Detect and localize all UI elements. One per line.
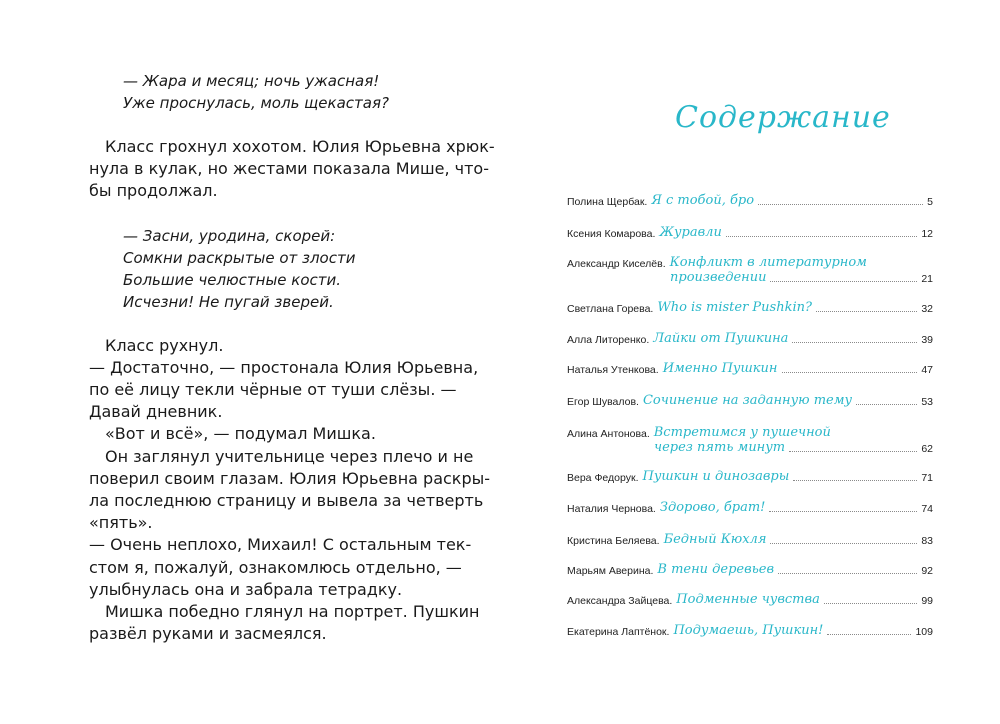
text-line: Класс грохнул хохотом. Юлия Юрьевна хрюк- — [105, 137, 495, 156]
toc-page-number: 32 — [921, 303, 933, 315]
toc-page-number: 83 — [921, 535, 933, 547]
toc-author: Кристина Беляева. — [567, 535, 660, 547]
toc-page-number: 12 — [921, 228, 933, 240]
toc-page-number: 92 — [921, 565, 933, 577]
toc-title-link[interactable]: Именно Пушкин — [662, 361, 778, 376]
toc-author: Екатерина Лаптёнок. — [567, 626, 670, 638]
toc-page-number: 71 — [921, 472, 933, 484]
toc-entry[interactable] — [567, 500, 933, 515]
text-line: Мишка победно глянул на портрет. Пушкин — [105, 602, 480, 622]
toc-dot-leader — [824, 603, 917, 604]
text-line: Давай дневник. — [89, 402, 223, 422]
toc-entry[interactable] — [567, 623, 933, 638]
text-line: — Очень неплохо, Михаил! С остальным тек- — [89, 535, 472, 555]
toc-author: Егор Шувалов. — [567, 396, 639, 408]
toc-page-number: 21 — [921, 273, 933, 285]
toc-title-link[interactable]: Я с тобой, бро — [651, 193, 755, 208]
toc-dot-leader — [816, 311, 917, 312]
verse-line: Сомкни раскрытые от злости — [123, 248, 356, 267]
toc-entry[interactable] — [567, 300, 933, 315]
toc-dot-leader — [758, 204, 923, 205]
toc-dot-leader — [827, 634, 911, 635]
toc-dot-leader — [770, 281, 917, 282]
toc-entry[interactable] — [567, 331, 933, 346]
toc-title-link-continued[interactable]: через пять минут — [654, 440, 786, 455]
toc-author: Наталья Утенкова. — [567, 364, 659, 376]
text-line: ла последнюю страницу и вывела за четверть — [89, 491, 484, 511]
toc-title-link-continued[interactable]: произведении — [670, 270, 767, 285]
toc-page-number: 109 — [915, 626, 933, 638]
toc-author: Алина Антонова. — [567, 428, 650, 440]
text-line: бы продолжал. — [89, 181, 218, 201]
toc-entry[interactable] — [567, 361, 933, 376]
toc-title-link[interactable]: В тени деревьев — [657, 562, 775, 577]
text-line: нула в кулак, но жестами показала Мише, что- — [89, 159, 489, 179]
toc-dot-leader — [792, 342, 917, 343]
toc-author: Александра Зайцева. — [567, 595, 673, 607]
text-line: стом я, пожалуй, ознакомлюсь отдельно, — — [89, 557, 462, 577]
toc-title-link[interactable]: Здорово, брат! — [659, 500, 766, 515]
toc-title-link[interactable]: Сочинение на заданную тему — [642, 393, 853, 408]
toc-dot-leader — [726, 236, 917, 237]
verse-line: Исчезни! Не пугай зверей. — [123, 292, 334, 311]
text-line: по её лицу текли чёрные от туши слёзы. — — [89, 380, 457, 400]
toc-title: Содержание — [675, 100, 891, 135]
verse-line: Уже проснулась, моль щекастая? — [123, 94, 389, 112]
toc-dot-leader — [789, 451, 917, 452]
toc-entry[interactable] — [567, 225, 933, 240]
toc-page-number: 74 — [921, 503, 933, 515]
toc-author: Марьям Аверина. — [567, 565, 654, 577]
toc-page-number: 53 — [921, 396, 933, 408]
text-line: «Вот и всё», — подумал Мишка. — [105, 424, 376, 444]
toc-author: Александр Киселёв. — [567, 258, 666, 270]
toc-author: Светлана Горева. — [567, 303, 654, 315]
toc-author: Ксения Комарова. — [567, 228, 656, 240]
toc-entry[interactable] — [567, 532, 933, 547]
toc-title-link[interactable]: Пушкин и динозавры — [642, 469, 790, 484]
story-text — [89, 70, 495, 645]
toc-page-number: 39 — [921, 334, 933, 346]
toc-entry[interactable] — [567, 193, 933, 208]
verse-1 — [123, 70, 438, 114]
toc-page-number: 99 — [921, 595, 933, 607]
toc-dot-leader — [770, 543, 917, 544]
toc-author: Алла Литоренко. — [567, 334, 650, 346]
toc-page-number: 5 — [927, 196, 933, 208]
verse-line: — Засни, уродина, скорей: — [123, 226, 336, 245]
toc-author: Полина Щербак. — [567, 196, 648, 208]
paragraph-1 — [89, 136, 495, 203]
text-line: — Достаточно, — простонала Юлия Юрьевна, — [89, 357, 479, 377]
toc-dot-leader — [778, 573, 917, 574]
toc-entry[interactable] — [567, 393, 933, 408]
toc-title-link[interactable]: Подумаешь, Пушкин! — [673, 623, 824, 638]
toc-entry[interactable] — [567, 469, 933, 484]
toc-entry[interactable] — [567, 255, 933, 285]
toc-entry[interactable] — [567, 592, 933, 607]
toc-title-link[interactable]: Who is mister Pushkin? — [657, 300, 812, 315]
text-line: «пять». — [89, 513, 153, 533]
toc-author: Вера Федорук. — [567, 472, 639, 484]
toc-dot-leader — [769, 511, 917, 512]
paragraph-2 — [89, 335, 491, 646]
toc-entry[interactable] — [567, 562, 933, 577]
toc-title-link[interactable]: Бедный Кюхля — [663, 532, 767, 547]
toc-title-link[interactable]: Лайки от Пушкина — [653, 331, 789, 346]
toc-page-number: 62 — [921, 443, 933, 455]
right-page — [500, 0, 1000, 724]
verse-2 — [123, 225, 438, 313]
toc-dot-leader — [856, 404, 917, 405]
text-line: поверил своим глазам. Юлия Юрьевна раскры- — [89, 468, 491, 488]
toc-author: Наталия Чернова. — [567, 503, 656, 515]
text-line: Он заглянул учительнице через плечо и не — [105, 446, 474, 466]
verse-line: Большие челюстные кости. — [123, 270, 342, 289]
toc-title-link[interactable]: Встретимся у пушечной — [653, 425, 831, 440]
toc-dot-leader — [782, 372, 918, 373]
text-line: Класс рухнул. — [105, 335, 224, 355]
verse-line: — Жара и месяц; ночь ужасная! — [123, 72, 380, 90]
text-line: улыбнулась она и забрала тетрадку. — [89, 579, 403, 599]
toc-title-link[interactable]: Подменные чувства — [676, 592, 820, 607]
toc-title-link[interactable]: Конфликт в литературном — [669, 255, 867, 270]
toc-title-link[interactable]: Журавли — [659, 225, 722, 240]
toc-page-number: 47 — [921, 364, 933, 376]
toc-entry[interactable] — [567, 425, 933, 455]
text-line: развёл руками и засмеялся. — [89, 624, 327, 644]
toc-dot-leader — [793, 480, 917, 481]
